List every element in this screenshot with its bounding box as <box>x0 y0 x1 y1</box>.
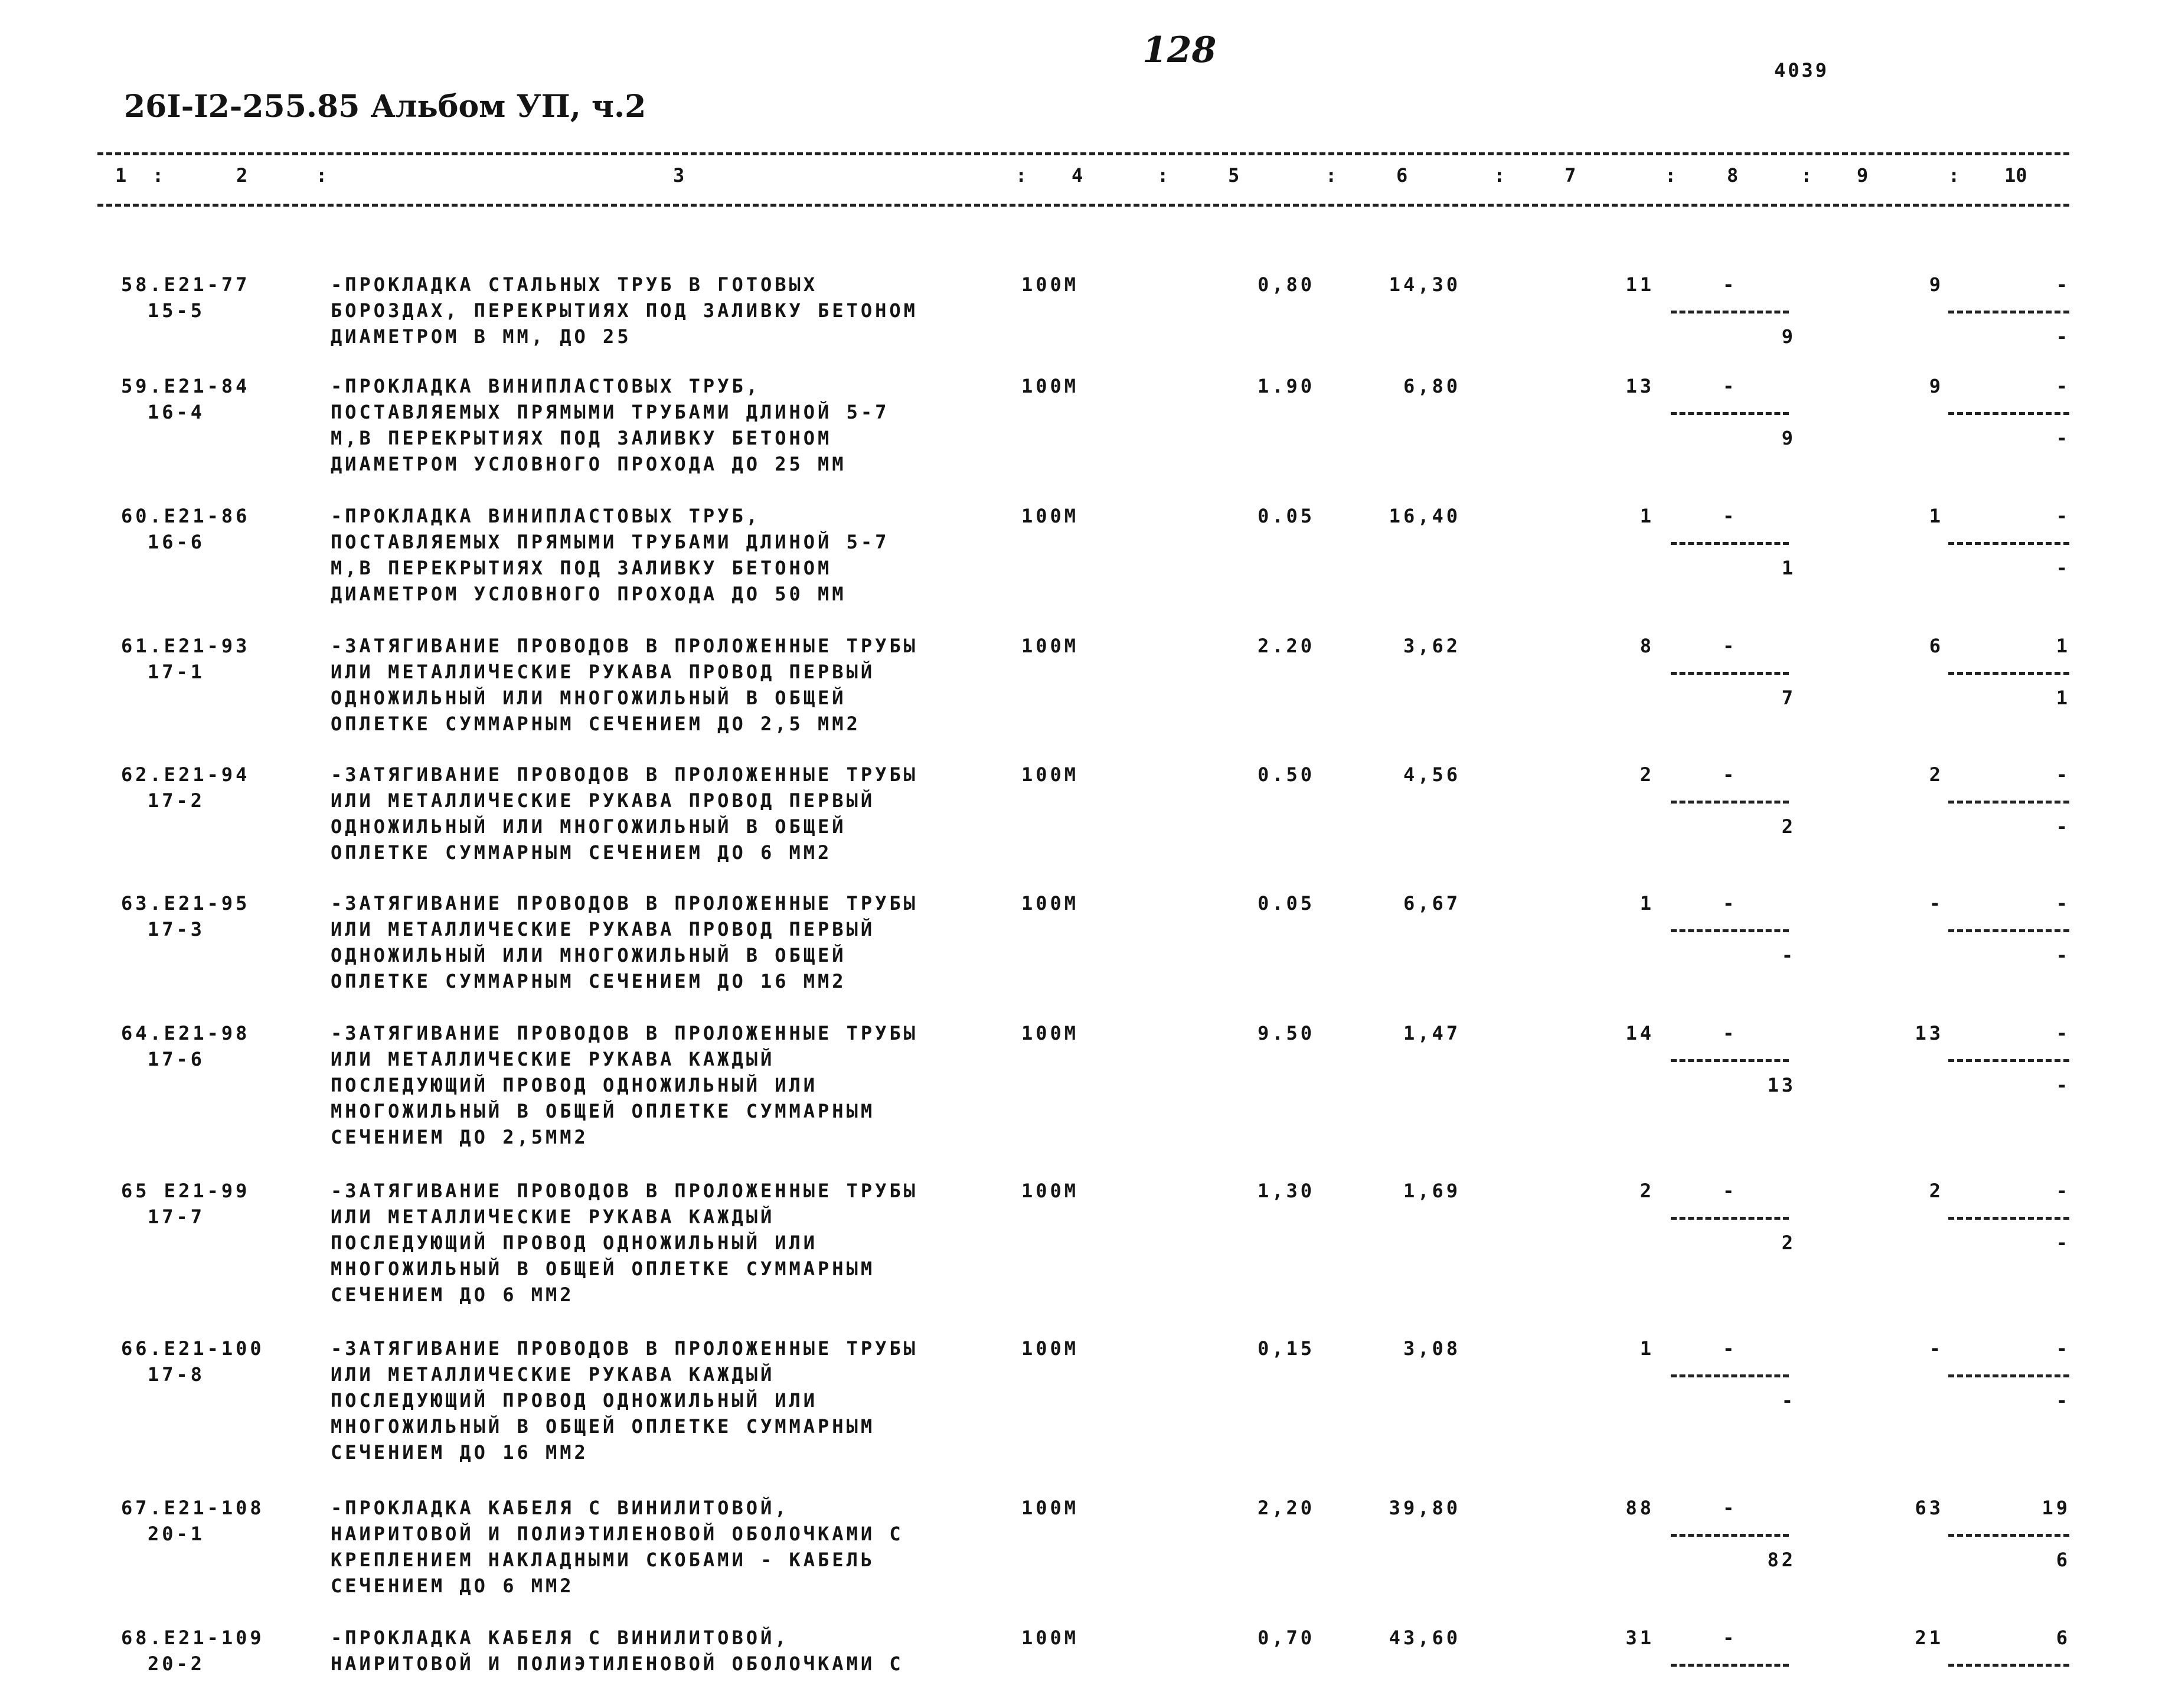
col8-bottom-value: - <box>1781 944 1796 966</box>
quantity: 0,15 <box>1257 1337 1315 1360</box>
unit-cost: 3,08 <box>1403 1337 1461 1360</box>
page-number: 128 <box>1142 30 1217 71</box>
fraction-divider <box>1948 1217 2069 1220</box>
fraction-divider <box>1671 801 1789 804</box>
fraction-divider <box>1948 1374 2069 1377</box>
total-cost: 13 <box>1625 375 1654 397</box>
col10-bottom-value: - <box>2056 1074 2070 1096</box>
col8-top-value: - <box>1723 1497 1738 1519</box>
table-header-rule <box>97 204 2069 207</box>
col9-value: - <box>1929 892 1944 915</box>
fraction-divider <box>1948 1664 2069 1667</box>
col8-top-value: - <box>1723 763 1738 786</box>
col8-bottom-value: - <box>1781 1389 1796 1412</box>
norm-code: 17-7 <box>148 1206 205 1228</box>
table-top-rule <box>97 152 2069 155</box>
col9-value: 1 <box>1929 505 1944 527</box>
unit-cost: 39,80 <box>1389 1497 1461 1519</box>
total-cost: 8 <box>1640 635 1654 657</box>
column-separator: : <box>1015 164 1027 187</box>
unit-cost: 6,67 <box>1403 892 1461 915</box>
col10-top-value: - <box>2056 273 2070 296</box>
quantity: 9.50 <box>1257 1022 1315 1044</box>
norm-code: 16-4 <box>148 401 205 423</box>
col10-top-value: 1 <box>2056 635 2070 657</box>
col10-top-value: 6 <box>2056 1627 2070 1649</box>
col10-bottom-value: 6 <box>2056 1549 2070 1571</box>
work-description: -ЗАТЯГИВАНИЕ ПРОВОДОВ В ПРОЛОЖЕННЫЕ ТРУБЫ ИЛИ МЕТАЛЛИЧЕСКИЕ РУКАВА КАЖДЫЙ ПОСЛЕДУЮЩИЙ ПРОВОД ОДНОЖИЛЬНЫЙ ИЛИ МНОГОЖИЛЬНЫЙ В ОБЩЕЙ ОПЛЕТКЕ СУММАРНЫМ СЕЧЕНИЕМ ДО 2,5ММ2 <box>331 1022 918 1148</box>
total-cost: 1 <box>1640 892 1654 915</box>
col8-bottom-value: 9 <box>1781 427 1796 449</box>
total-cost: 2 <box>1640 763 1654 786</box>
col9-value: 9 <box>1929 375 1944 397</box>
quantity: 2,20 <box>1257 1497 1315 1519</box>
fraction-divider <box>1948 672 2069 675</box>
col10-top-value: - <box>2056 763 2070 786</box>
column-separator: : <box>1494 164 1505 187</box>
col10-bottom-value: 1 <box>2056 687 2070 709</box>
col8-top-value: - <box>1723 1337 1738 1360</box>
quantity: 0,70 <box>1257 1627 1315 1649</box>
col9-value: 13 <box>1915 1022 1944 1044</box>
norm-code: 17-6 <box>148 1048 205 1070</box>
fraction-divider <box>1671 672 1789 675</box>
unit-of-measure: 100М <box>1021 1497 1079 1519</box>
norm-code: 17-1 <box>148 661 205 683</box>
column-separator: : <box>316 164 328 187</box>
work-description: -ЗАТЯГИВАНИЕ ПРОВОДОВ В ПРОЛОЖЕННЫЕ ТРУБЫ ИЛИ МЕТАЛЛИЧЕСКИЕ РУКАВА ПРОВОД ПЕРВЫЙ ОДНОЖИЛЬНЫЙ ИЛИ МНОГОЖИЛЬНЫЙ В ОБЩЕЙ ОПЛЕТКЕ СУММАРНЫМ СЕЧЕНИЕМ ДО 16 ММ2 <box>331 892 918 992</box>
norm-code: 15-5 <box>148 299 205 322</box>
column-separator: : <box>1801 164 1812 187</box>
quantity: 0.50 <box>1257 763 1315 786</box>
unit-cost: 1,47 <box>1403 1022 1461 1044</box>
work-description: -ЗАТЯГИВАНИЕ ПРОВОДОВ В ПРОЛОЖЕННЫЕ ТРУБЫ ИЛИ МЕТАЛЛИЧЕСКИЕ РУКАВА КАЖДЫЙ ПОСЛЕДУЮЩИЙ ПРОВОД ОДНОЖИЛЬНЫЙ ИЛИ МНОГОЖИЛЬНЫЙ В ОБЩЕЙ ОПЛЕТКЕ СУММАРНЫМ СЕЧЕНИЕМ ДО 6 ММ2 <box>331 1180 918 1306</box>
column-separator: : <box>1157 164 1169 187</box>
column-number: 5 <box>1228 164 1240 187</box>
sheet-code: 4039 <box>1774 59 1830 81</box>
quantity: 0,80 <box>1257 273 1315 296</box>
norm-code: 20-2 <box>148 1653 205 1675</box>
column-number: 8 <box>1727 164 1739 187</box>
work-code: 66.Е21-100 <box>121 1337 264 1360</box>
column-number: 1 <box>115 164 127 187</box>
column-number: 6 <box>1396 164 1408 187</box>
column-number-row <box>0 164 2162 194</box>
work-code: 65 Е21-99 <box>121 1180 250 1202</box>
col10-bottom-value: - <box>2056 944 2070 966</box>
fraction-divider <box>1948 801 2069 804</box>
col10-bottom-value: - <box>2056 325 2070 348</box>
fraction-divider <box>1671 412 1789 415</box>
col8-top-value: - <box>1723 892 1738 915</box>
column-number: 7 <box>1565 164 1576 187</box>
work-code: 60.Е21-86 <box>121 505 250 527</box>
col8-top-value: - <box>1723 505 1738 527</box>
work-code: 61.Е21-93 <box>121 635 250 657</box>
unit-of-measure: 100М <box>1021 1180 1079 1202</box>
work-description: -ПРОКЛАДКА СТАЛЬНЫХ ТРУБ В ГОТОВЫХ БОРОЗДАХ, ПЕРЕКРЫТИЯХ ПОД ЗАЛИВКУ БЕТОНОМ ДИАМЕТРОМ В ММ, ДО 25 <box>331 273 918 348</box>
col10-bottom-value: - <box>2056 427 2070 449</box>
col10-bottom-value: - <box>2056 557 2070 579</box>
unit-of-measure: 100М <box>1021 505 1079 527</box>
unit-of-measure: 100М <box>1021 1337 1079 1360</box>
unit-cost: 4,56 <box>1403 763 1461 786</box>
col10-top-value: - <box>2056 892 2070 915</box>
unit-of-measure: 100М <box>1021 635 1079 657</box>
col8-top-value: - <box>1723 273 1738 296</box>
col8-bottom-value: 82 <box>1767 1549 1796 1571</box>
col10-top-value: 19 <box>2042 1497 2070 1519</box>
fraction-divider <box>1671 1374 1789 1377</box>
quantity: 2.20 <box>1257 635 1315 657</box>
fraction-divider <box>1948 542 2069 545</box>
col8-bottom-value: 2 <box>1781 1232 1796 1254</box>
norm-code: 16-6 <box>148 531 205 553</box>
unit-cost: 16,40 <box>1389 505 1461 527</box>
work-description: -ЗАТЯГИВАНИЕ ПРОВОДОВ В ПРОЛОЖЕННЫЕ ТРУБЫ ИЛИ МЕТАЛЛИЧЕСКИЕ РУКАВА КАЖДЫЙ ПОСЛЕДУЮЩИЙ ПРОВОД ОДНОЖИЛЬНЫЙ ИЛИ МНОГОЖИЛЬНЫЙ В ОБЩЕЙ ОПЛЕТКЕ СУММАРНЫМ СЕЧЕНИЕМ ДО 16 ММ2 <box>331 1337 918 1464</box>
work-code: 64.Е21-98 <box>121 1022 250 1044</box>
work-description: -ЗАТЯГИВАНИЕ ПРОВОДОВ В ПРОЛОЖЕННЫЕ ТРУБЫ ИЛИ МЕТАЛЛИЧЕСКИЕ РУКАВА ПРОВОД ПЕРВЫЙ ОДНОЖИЛЬНЫЙ ИЛИ МНОГОЖИЛЬНЫЙ В ОБЩЕЙ ОПЛЕТКЕ СУММАРНЫМ СЕЧЕНИЕМ ДО 6 ММ2 <box>331 763 918 864</box>
quantity: 0.05 <box>1257 505 1315 527</box>
col8-top-value: - <box>1723 375 1738 397</box>
col10-top-value: - <box>2056 505 2070 527</box>
fraction-divider <box>1671 1664 1789 1667</box>
column-number: 9 <box>1857 164 1869 187</box>
fraction-divider <box>1671 1059 1789 1062</box>
col10-bottom-value: - <box>2056 1232 2070 1254</box>
col8-top-value: - <box>1723 1022 1738 1044</box>
quantity: 1,30 <box>1257 1180 1315 1202</box>
fraction-divider <box>1948 929 2069 932</box>
work-code: 68.Е21-109 <box>121 1627 264 1649</box>
fraction-divider <box>1671 542 1789 545</box>
unit-cost: 14,30 <box>1389 273 1461 296</box>
unit-cost: 43,60 <box>1389 1627 1461 1649</box>
total-cost: 14 <box>1625 1022 1654 1044</box>
work-code: 67.Е21-108 <box>121 1497 264 1519</box>
quantity: 1.90 <box>1257 375 1315 397</box>
work-code: 63.Е21-95 <box>121 892 250 915</box>
col10-top-value: - <box>2056 1180 2070 1202</box>
col8-top-value: - <box>1723 1627 1738 1649</box>
column-number: 10 <box>2004 164 2027 187</box>
work-code: 59.Е21-84 <box>121 375 250 397</box>
unit-of-measure: 100М <box>1021 763 1079 786</box>
norm-code: 17-2 <box>148 789 205 812</box>
work-description: -ЗАТЯГИВАНИЕ ПРОВОДОВ В ПРОЛОЖЕННЫЕ ТРУБЫ ИЛИ МЕТАЛЛИЧЕСКИЕ РУКАВА ПРОВОД ПЕРВЫЙ ОДНОЖИЛЬНЫЙ ИЛИ МНОГОЖИЛЬНЫЙ В ОБЩЕЙ ОПЛЕТКЕ СУММАРНЫМ СЕЧЕНИЕМ ДО 2,5 ММ2 <box>331 635 918 735</box>
unit-of-measure: 100М <box>1021 892 1079 915</box>
column-separator: : <box>1325 164 1337 187</box>
norm-code: 20-1 <box>148 1523 205 1545</box>
col9-value: - <box>1929 1337 1944 1360</box>
col9-value: 21 <box>1915 1627 1944 1649</box>
col10-bottom-value: - <box>2056 1389 2070 1412</box>
fraction-divider <box>1671 929 1789 932</box>
col8-bottom-value: 9 <box>1781 325 1796 348</box>
fraction-divider <box>1671 1217 1789 1220</box>
norm-code: 17-3 <box>148 918 205 940</box>
col9-value: 6 <box>1929 635 1944 657</box>
fraction-divider <box>1948 1534 2069 1537</box>
col9-value: 9 <box>1929 273 1944 296</box>
unit-of-measure: 100М <box>1021 375 1079 397</box>
unit-cost: 3,62 <box>1403 635 1461 657</box>
total-cost: 88 <box>1625 1497 1654 1519</box>
col10-bottom-value: - <box>2056 815 2070 838</box>
column-number: 2 <box>236 164 248 187</box>
work-description: -ПРОКЛАДКА КАБЕЛЯ С ВИНИЛИТОВОЙ, НАИРИТОВОЙ И ПОЛИЭТИЛЕНОВОЙ ОБОЛОЧКАМИ С <box>331 1627 904 1675</box>
total-cost: 1 <box>1640 505 1654 527</box>
norm-code: 17-8 <box>148 1363 205 1386</box>
col8-bottom-value: 7 <box>1781 687 1796 709</box>
unit-of-measure: 100М <box>1021 273 1079 296</box>
col10-top-value: - <box>2056 1337 2070 1360</box>
col8-bottom-value: 1 <box>1781 557 1796 579</box>
fraction-divider <box>1948 311 2069 313</box>
unit-of-measure: 100М <box>1021 1627 1079 1649</box>
col9-value: 2 <box>1929 763 1944 786</box>
work-description: -ПРОКЛАДКА ВИНИПЛАСТОВЫХ ТРУБ, ПОСТАВЛЯЕМЫХ ПРЯМЫМИ ТРУБАМИ ДЛИНОЙ 5-7 М,В ПЕРЕКРЫТИЯХ ПОД ЗАЛИВКУ БЕТОНОМ ДИАМЕТРОМ УСЛОВНОГО ПРОХОДА ДО 50 ММ <box>331 505 890 605</box>
col8-top-value: - <box>1723 635 1738 657</box>
col9-value: 2 <box>1929 1180 1944 1202</box>
column-number: 3 <box>673 164 685 187</box>
col8-top-value: - <box>1723 1180 1738 1202</box>
col8-bottom-value: 2 <box>1781 815 1796 838</box>
col9-value: 63 <box>1915 1497 1944 1519</box>
fraction-divider <box>1671 311 1789 313</box>
work-description: -ПРОКЛАДКА КАБЕЛЯ С ВИНИЛИТОВОЙ, НАИРИТОВОЙ И ПОЛИЭТИЛЕНОВОЙ ОБОЛОЧКАМИ С КРЕПЛЕНИЕМ НАКЛАДНЫМИ СКОБАМИ - КАБЕЛЬ СЕЧЕНИЕМ ДО 6 ММ2 <box>331 1497 904 1597</box>
work-code: 62.Е21-94 <box>121 763 250 786</box>
unit-of-measure: 100М <box>1021 1022 1079 1044</box>
total-cost: 2 <box>1640 1180 1654 1202</box>
work-description: -ПРОКЛАДКА ВИНИПЛАСТОВЫХ ТРУБ, ПОСТАВЛЯЕМЫХ ПРЯМЫМИ ТРУБАМИ ДЛИНОЙ 5-7 М,В ПЕРЕКРЫТИЯХ ПОД ЗАЛИВКУ БЕТОНОМ ДИАМЕТРОМ УСЛОВНОГО ПРОХОДА ДО 25 ММ <box>331 375 890 475</box>
work-code: 58.Е21-77 <box>121 273 250 296</box>
column-number: 4 <box>1072 164 1083 187</box>
fraction-divider <box>1948 412 2069 415</box>
column-separator: : <box>1665 164 1677 187</box>
document-header: 26I-I2-255.85 Альбом УП, ч.2 <box>124 89 646 125</box>
col8-bottom-value: 13 <box>1767 1074 1796 1096</box>
column-separator: : <box>1948 164 1960 187</box>
total-cost: 1 <box>1640 1337 1654 1360</box>
total-cost: 11 <box>1625 273 1654 296</box>
column-separator: : <box>152 164 164 187</box>
quantity: 0.05 <box>1257 892 1315 915</box>
unit-cost: 6,80 <box>1403 375 1461 397</box>
fraction-divider <box>1948 1059 2069 1062</box>
total-cost: 31 <box>1625 1627 1654 1649</box>
col10-top-value: - <box>2056 1022 2070 1044</box>
unit-cost: 1,69 <box>1403 1180 1461 1202</box>
fraction-divider <box>1671 1534 1789 1537</box>
col10-top-value: - <box>2056 375 2070 397</box>
